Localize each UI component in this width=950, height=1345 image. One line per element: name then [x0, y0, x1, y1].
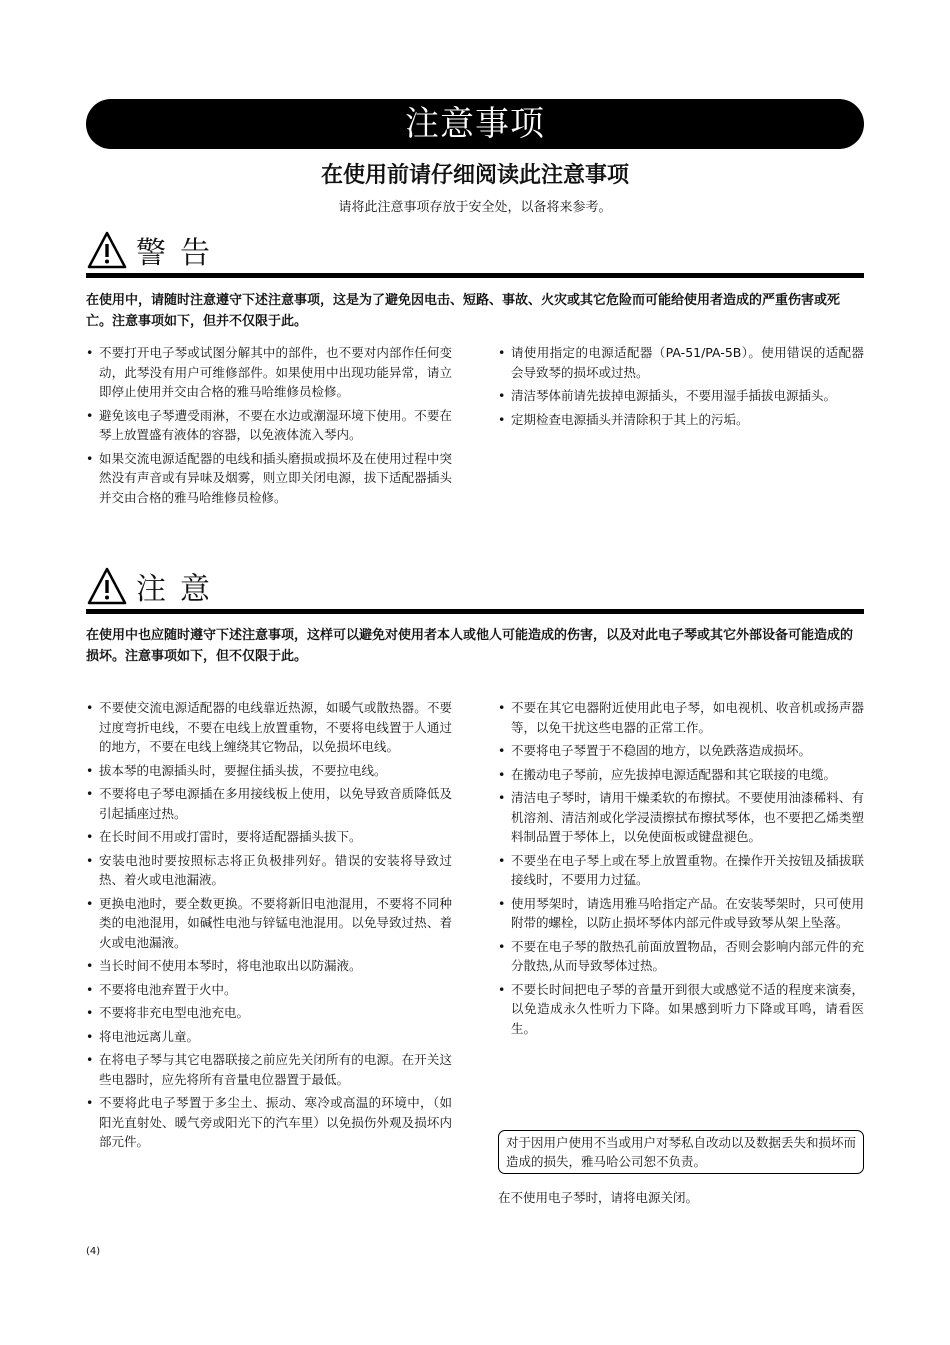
caution-list-right: [498, 698, 864, 1042]
warning-list-right: [498, 343, 864, 433]
list-item: • 不要在电子琴的散热孔前面放置物品，否则会影响内部元件的充分散热,从而导致琴体过热。: [498, 937, 864, 976]
title-banner: 注意事项: [86, 99, 864, 149]
keep-note: 请将此注意事项存放于安全处，以备将来参考。: [338, 200, 612, 215]
caution-heading: [86, 566, 224, 606]
warning-list-left: [86, 343, 452, 511]
power-off-note: 在不使用电子琴时，请将电源关闭。: [498, 1190, 699, 1205]
list-item: • 拔本琴的电源插头时，要握住插头拔，不要拉电线。: [86, 761, 452, 781]
page-number: (4): [86, 1246, 101, 1257]
warning-heading: [86, 230, 224, 270]
list-item: • 不要将此电子琴置于多尘土、振动、寒冷或高温的环境中，（如阳光直射处、暖气旁或阳光下的汽车里）以免损伤外观及损坏内部元件。: [86, 1093, 452, 1152]
list-item: • 不要打开电子琴或试图分解其中的部件，也不要对内部作任何变动，此琴没有用户可维修部件。如果使用中出现功能异常，请立即停止使用并交由合格的雅马哈维修员检修。: [86, 343, 452, 402]
warning-intro: 在使用中，请随时注意遵守下述注意事项，这是为了避免因电击、短路、事故、火灾或其它危险而可能给使用者造成的严重伤害或死亡。注意事项如下，但并不仅限于此。: [86, 293, 841, 329]
list-item: • 安装电池时要按照标志将正负极排列好。错误的安装将导致过热、着火或电池漏液。: [86, 851, 452, 890]
list-item: • 不要将电子琴置于不稳固的地方，以免跌落造成损坏。: [498, 741, 864, 761]
list-item: • 不要将电池弃置于火中。: [86, 980, 452, 1000]
list-item: • 不要使交流电源适配器的电线靠近热源，如暖气或散热器。不要过度弯折电线，不要在电线上放置重物，不要将电线置于人通过的地方，不要在电线上缠绕其它物品，以免损坏电线。: [86, 698, 452, 757]
caution-heading-text: 注意: [136, 572, 224, 607]
list-item: • 不要长时间把电子琴的音量开到很大或感觉不适的程度来演奏，以免造成永久性听力下降。如果感到听力下降或耳鸣，请看医生。: [498, 980, 864, 1039]
caution-intro: 在使用中也应随时遵守下述注意事项，这样可以避免对使用者本人或他人可能造成的伤害，以及对此电子琴或其它外部设备可能造成的损坏。注意事项如下，但不仅限于此。: [86, 628, 854, 664]
list-item: • 请使用指定的电源适配器（PA-51/PA-5B）。使用错误的适配器会导致琴的损坏或过热。: [498, 343, 864, 382]
caution-list-left: [86, 698, 452, 1156]
warning-divider: [86, 273, 864, 278]
list-item: • 定期检查电源插头并清除积于其上的污垢。: [498, 410, 864, 430]
list-item: • 将电池远离儿童。: [86, 1027, 452, 1047]
warning-triangle-icon: [86, 230, 128, 270]
disclaimer-box: 对于因用户使用不当或用户对琴私自改动以及数据丢失和损坏而造成的损失，雅马哈公司恕不负责。: [498, 1130, 864, 1174]
caution-divider: [86, 609, 864, 614]
list-item: • 如果交流电源适配器的电线和插头磨损或损坏及在使用过程中突然没有声音或有异味及烟雾，则立即关闭电源，拔下适配器插头并交由合格的雅马哈维修员检修。: [86, 449, 452, 508]
list-item: • 在长时间不用或打雷时，要将适配器插头拔下。: [86, 827, 452, 847]
list-item: • 不要将非充电型电池充电。: [86, 1003, 452, 1023]
subtitle: 在使用前请仔细阅读此注意事项: [320, 163, 629, 188]
caution-triangle-icon: [86, 566, 128, 606]
list-item: • 当长时间不使用本琴时，将电池取出以防漏液。: [86, 956, 452, 976]
list-item: • 在搬动电子琴前，应先拔掉电源适配器和其它联接的电缆。: [498, 765, 864, 785]
list-item: • 更换电池时，要全数更换。不要将新旧电池混用，不要将不同种类的电池混用，如碱性电池与锌锰电池混用。以免导致过热、着火或电池漏液。: [86, 894, 452, 953]
list-item: • 不要坐在电子琴上或在琴上放置重物。在操作开关按钮及插拔联接线时，不要用力过猛。: [498, 851, 864, 890]
list-item: • 使用琴架时，请选用雅马哈指定产品。在安装琴架时，只可使用附带的螺栓，以防止损坏琴体内部元件或导致琴从架上坠落。: [498, 894, 864, 933]
list-item: • 避免该电子琴遭受雨淋，不要在水边或潮湿环境下使用。不要在琴上放置盛有液体的容器，以免液体流入琴内。: [86, 406, 452, 445]
warning-heading-text: 警告: [136, 236, 224, 271]
list-item: • 清洁电子琴时，请用干燥柔软的布擦拭。不要使用油漆稀料、有机溶剂、清洁剂或化学浸渍擦拭布擦拭琴体，也不要把乙烯类塑料制品置于琴体上，以免使面板或键盘褪色。: [498, 788, 864, 847]
list-item: • 不要在其它电器附近使用此电子琴，如电视机、收音机或扬声器等，以免干扰这些电器的正常工作。: [498, 698, 864, 737]
list-item: • 不要将电子琴电源插在多用接线板上使用，以免导致音质降低及引起插座过热。: [86, 784, 452, 823]
list-item: • 清洁琴体前请先拔掉电源插头，不要用湿手插拔电源插头。: [498, 386, 864, 406]
list-item: • 在将电子琴与其它电器联接之前应先关闭所有的电源。在开关这些电器时，应先将所有音量电位器置于最低。: [86, 1050, 452, 1089]
